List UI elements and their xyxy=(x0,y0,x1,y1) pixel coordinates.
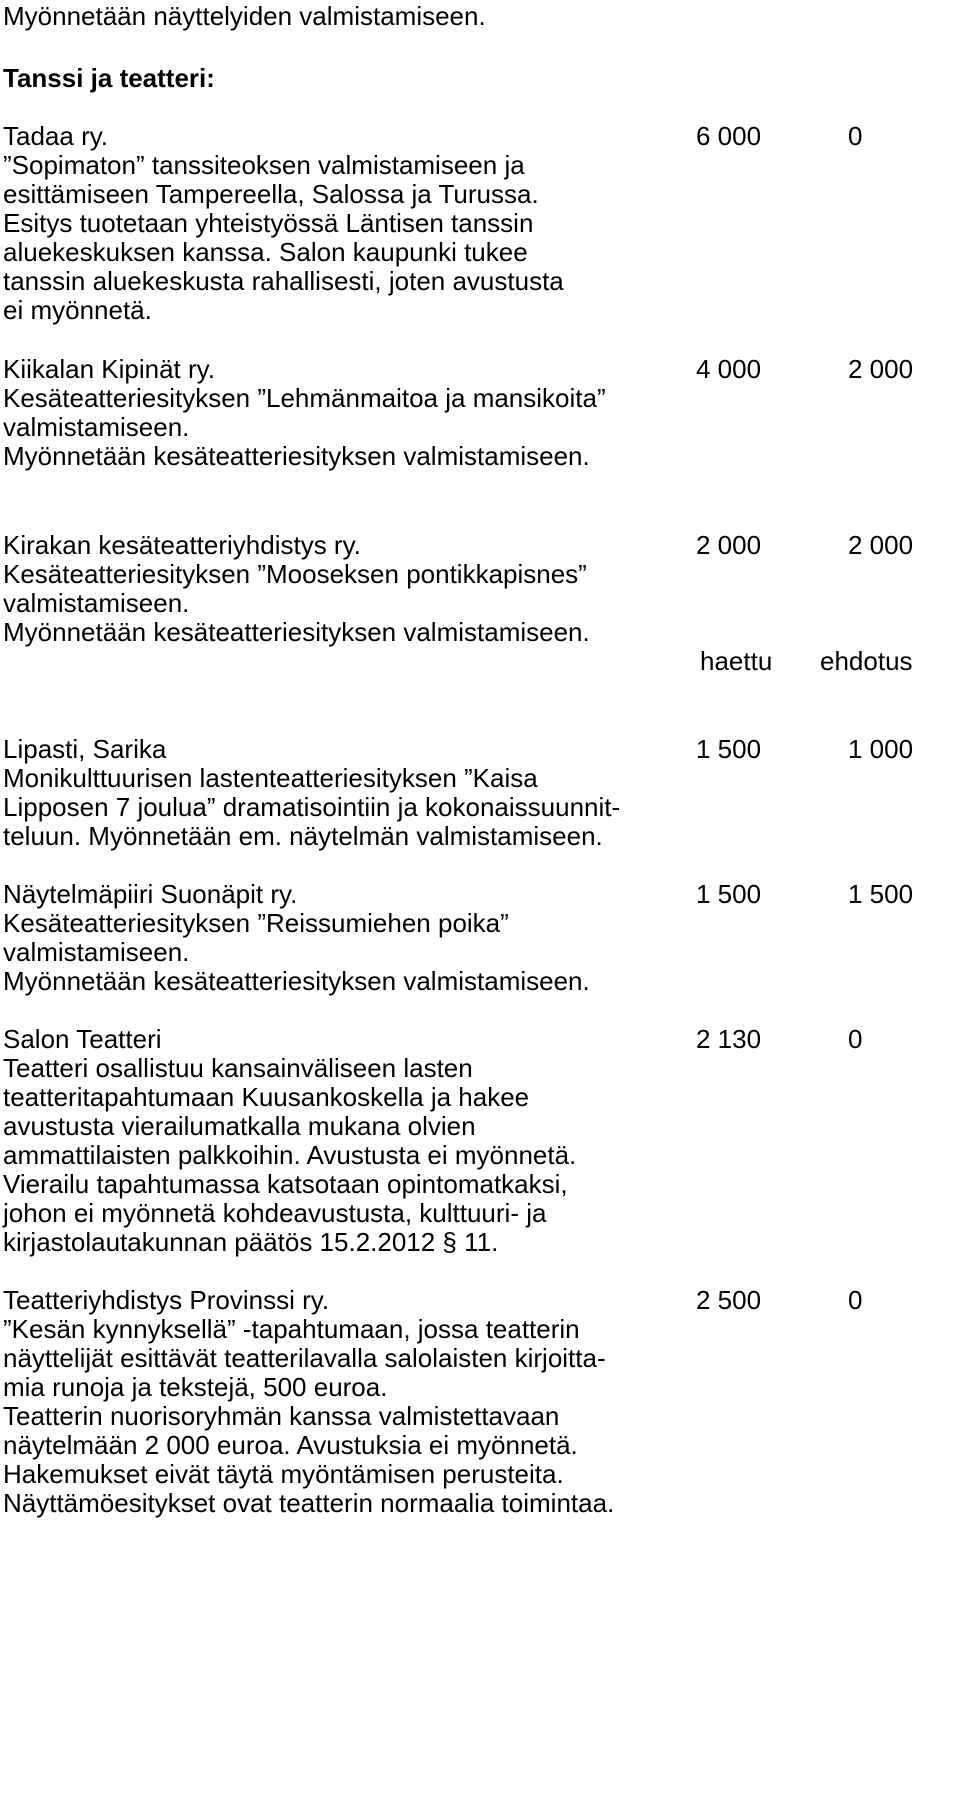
entry-description-line: Kesäteatteriesityksen ”Lehmänmaitoa ja mansikoita” xyxy=(3,383,606,413)
proposal-amount: 0 xyxy=(848,121,863,151)
entry-description-line: ”Kesän kynnyksellä” -tapahtumaan, jossa teatterin xyxy=(3,1314,580,1344)
entry-description-line: teluun. Myönnetään em. näytelmän valmistamiseen. xyxy=(3,821,603,851)
column-header-applied: haettu xyxy=(700,646,773,676)
entry-description-line: johon ei myönnetä kohdeavustusta, kulttuuri- ja xyxy=(3,1198,547,1228)
entry-description-line: valmistamiseen. xyxy=(3,588,190,618)
entry-name: Salon Teatteri xyxy=(3,1024,162,1054)
entry-name: Näytelmäpiiri Suonäpit ry. xyxy=(3,879,298,909)
entry-description-line: Myönnetään kesäteatteriesityksen valmistamiseen. xyxy=(3,441,590,471)
applied-amount: 2 000 xyxy=(696,530,762,560)
intro-text: Myönnetään näyttelyiden valmistamiseen. xyxy=(3,1,486,31)
entry-description-line: Monikulttuurisen lastenteatteriesityksen ”Kaisa xyxy=(3,763,538,793)
proposal-amount: 1 500 xyxy=(848,879,914,909)
entry-description-line: esittämiseen Tampereella, Salossa ja Turussa. xyxy=(3,179,539,209)
entry-name: Tadaa ry. xyxy=(3,121,109,151)
entry-description-line: Teatterin nuorisoryhmän kanssa valmistettavaan xyxy=(3,1401,560,1431)
applied-amount: 2 130 xyxy=(696,1024,762,1054)
entry-description-line: tanssin aluekeskusta rahallisesti, joten avustusta xyxy=(3,266,564,296)
entry-description-line: Teatteri osallistuu kansainväliseen lasten xyxy=(3,1053,473,1083)
entry-description-line: valmistamiseen. xyxy=(3,412,190,442)
applied-amount: 1 500 xyxy=(696,734,762,764)
proposal-amount: 0 xyxy=(848,1285,863,1315)
entry-description-line: Kesäteatteriesityksen ”Reissumiehen poika” xyxy=(3,908,509,938)
applied-amount: 1 500 xyxy=(696,879,762,909)
applied-amount: 6 000 xyxy=(696,121,762,151)
proposal-amount: 2 000 xyxy=(848,530,914,560)
applied-amount: 2 500 xyxy=(696,1285,762,1315)
entry-description-line: Näyttämöesitykset ovat teatterin normaalia toimintaa. xyxy=(3,1488,615,1518)
entry-name: Kiikalan Kipinät ry. xyxy=(3,354,215,384)
entry-description-line: Lipposen 7 joulua” dramatisointiin ja kokonaissuunnit- xyxy=(3,792,621,822)
entry-description-line: ei myönnetä. xyxy=(3,295,152,325)
entry-description-line: Myönnetään kesäteatteriesityksen valmistamiseen. xyxy=(3,966,590,996)
entry-description-line: aluekeskuksen kanssa. Salon kaupunki tukee xyxy=(3,237,528,267)
entry-description-line: teatteritapahtumaan Kuusankoskella ja hakee xyxy=(3,1082,530,1112)
proposal-amount: 2 000 xyxy=(848,354,914,384)
entry-description-line: mia runoja ja tekstejä, 500 euroa. xyxy=(3,1372,388,1402)
entry-description-line: ”Sopimaton” tanssiteoksen valmistamiseen ja xyxy=(3,150,525,180)
column-header-proposal: ehdotus xyxy=(820,646,913,676)
entry-description-line: avustusta vierailumatkalla mukana olvien xyxy=(3,1111,476,1141)
entry-name: Kirakan kesäteatteriyhdistys ry. xyxy=(3,530,361,560)
entry-description-line: näytelmään 2 000 euroa. Avustuksia ei myönnetä. xyxy=(3,1430,578,1460)
entry-description-line: ammattilaisten palkkoihin. Avustusta ei myönnetä. xyxy=(3,1140,577,1170)
applied-amount: 4 000 xyxy=(696,354,762,384)
proposal-amount: 0 xyxy=(848,1024,863,1054)
entry-description-line: näyttelijät esittävät teatterilavalla salolaisten kirjoitta- xyxy=(3,1343,606,1373)
section-title: Tanssi ja teatteri: xyxy=(3,63,215,93)
entry-name: Lipasti, Sarika xyxy=(3,734,167,764)
entry-name: Teatteriyhdistys Provinssi ry. xyxy=(3,1285,330,1315)
entry-description-line: Myönnetään kesäteatteriesityksen valmistamiseen. xyxy=(3,617,590,647)
entry-description-line: Esitys tuotetaan yhteistyössä Läntisen tanssin xyxy=(3,208,534,238)
entry-description-line: valmistamiseen. xyxy=(3,937,190,967)
entry-description-line: Hakemukset eivät täytä myöntämisen perusteita. xyxy=(3,1459,564,1489)
entry-description-line: Vierailu tapahtumassa katsotaan opintomatkaksi, xyxy=(3,1169,568,1199)
proposal-amount: 1 000 xyxy=(848,734,914,764)
entry-description-line: Kesäteatteriesityksen ”Mooseksen pontikkapisnes” xyxy=(3,559,587,589)
entry-description-line: kirjastolautakunnan päätös 15.2.2012 § 11. xyxy=(3,1227,499,1257)
